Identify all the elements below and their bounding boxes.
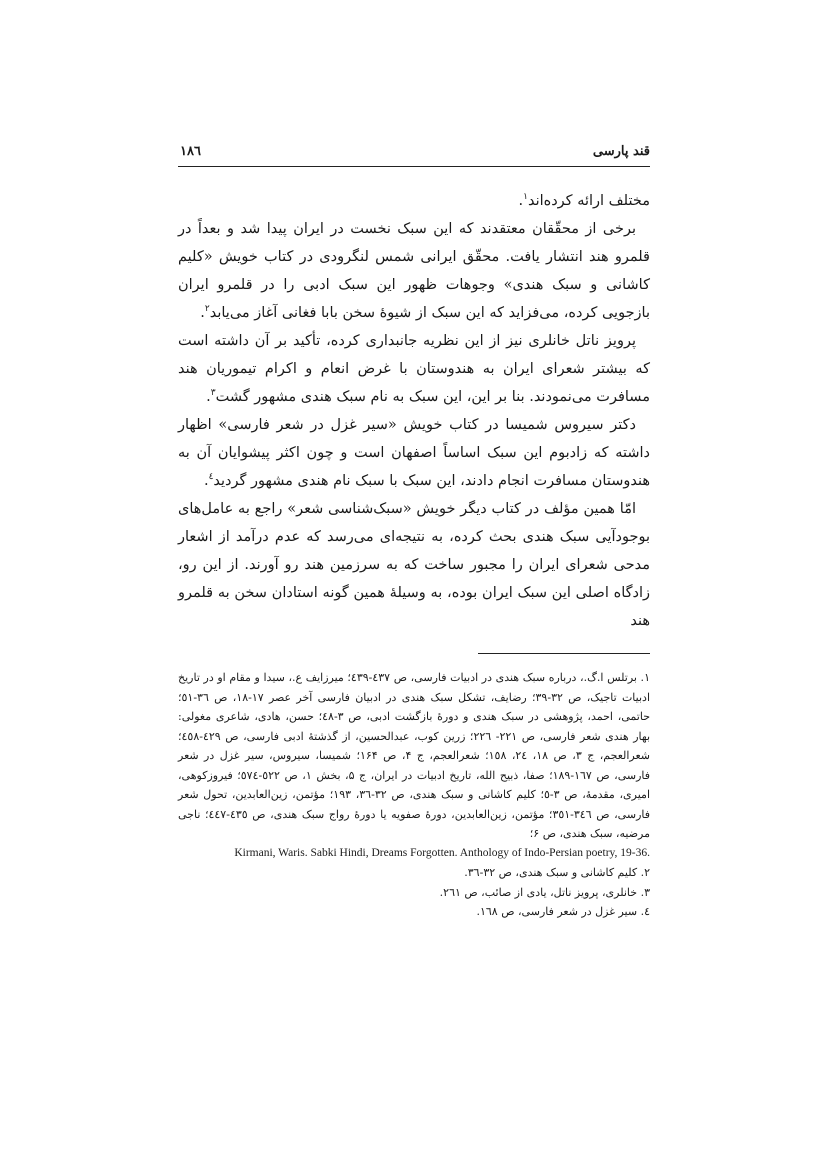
running-title: قند پارسی [592, 144, 650, 159]
footnote-ref: ٤ [208, 472, 214, 483]
footnotes [178, 668, 650, 922]
paragraph-text: برخی از محقّقان معتقدند که این سبک نخست در ایران پیدا شد و بعداً در قلمرو هند انتشار یافت. محقّق ایرانی شمس لنگرودی در کتاب خویش «کلیم کاشانی و سبک هندی» وجوهات ظهور این سبک ادبی را در قلمرو ایران بازجویی کرده، می‌فزاید که این سبک از شیوهٔ سخن بابا فغانی آغاز می‌یابد [178, 221, 650, 321]
footnote-1: ١. برتلس ا.گ.، درباره سبک هندی در ادبیات فارسی، ص ٤٣٧-٤٣٩؛ میرزایف ع.، سیدا و مقام او در تاریخ ادبیات تاجیک، ص ٣٢-٣٩؛ رضایف، تشکل سبک هندی در ادبیان فارسی آخر عصر ١٧-١٨، ص ٣٦-٥١؛ حاتمی، احمد، پژوهشی در سبک هندی و دورهٔ بازگشت ادبی، ص ٣-٤٨؛ حسن، هادی، شاعری مغولی: بهار هندی شعر فارسی، ص ٢٢١- ٢٢٦؛ زرین کوب، عبدالحسین، از گذشتهٔ ادبی فارسی، ص ٤٢٩-٤٥٨؛ شعرالعجم، ج ٣، ص ١٨، ٢٤، ١٥٨؛ شعرالعجم، ج ۴، ص ١۶۴؛ شمیسا، سیروس، سیر غزل در شعر فارسی، ص ١٦٧-١٨٩؛ صفا، ذبیح الله، تاریخ ادبیات در ایران، ج ۵، بخش ١، ص ٥٢٢-٥٧٤؛ فیروزکوهی، امیری، مقدمهٔ، ص ٣-٥؛ کلیم کاشانی و سبک هندی، ص ٣٢-٣٦، ١٩٣؛ مؤتمن، زین‌العابدین، تحول شعر فارسی، ص ٣٤٦-٣٥١؛ مؤتمن، زین‌العابدین، دورهٔ صفویه یا دورهٔ رواج سبک هندی، ص ٤٣٥-٤٤٧؛ ناجی مرضیه، سبک هندی، ص ۶؛ [178, 671, 651, 840]
paragraph-4: دکتر سیروس شمیسا در کتاب خویش «سیر غزل در شعر فارسی» اظهار داشته که زادبوم این سبک اساساً اصفهان است و چون اکثر پیشوایان آن به هندوستان مسافرت انجام دادند، این سبک با سبک نام هندی مشهور گردید$^٤$. [178, 417, 650, 489]
footnote-ref: ٢ [204, 304, 210, 315]
paragraph-text: دکتر سیروس شمیسا در کتاب خویش «سیر غزل در شعر فارسی» اظهار داشته که زادبوم این سبک اساساً اصفهان است و چون اکثر پیشوایان آن به هندوستان مسافرت انجام دادند، این سبک با سبک نام هندی مشهور گردید [178, 417, 650, 489]
footnote-3: ٣. خانلری، پرویز ناتل، یادی از صائب، ص ٢٦١. [439, 885, 650, 899]
paragraph-1: مختلف ارائه کرده‌اند$^١$. [518, 192, 650, 209]
footnote-ref: ٣ [210, 388, 216, 399]
page-number: ١٨٦ [180, 144, 201, 159]
footnote-separator [478, 653, 650, 654]
footnote-4: ٤. سیر غزل در شعر فارسی، ص ١٦٨. [476, 905, 650, 918]
paragraph-5 [178, 495, 650, 635]
body-text [178, 187, 650, 635]
footnote-ref: ١ [523, 192, 528, 203]
footnote-2: ٢. کلیم کاشانی و سبک هندی، ص ٣٢-٣٦. [464, 866, 650, 879]
page [178, 140, 650, 922]
paragraph-text: پرویز ناتل خانلری نیز از این نظریه جانبداری کرده، تأکید بر آن داشته است که بیشتر شعرای ایران به هندوستان با غرض انعام و اکرام تیموریان هند مسافرت می‌نمودند. بنا بر این، این سبک به نام سبک هندی مشهور گشت [178, 333, 650, 405]
paragraph-text: مختلف ارائه کرده‌اند [527, 193, 650, 209]
footnote-1-latin: Kirmani, Waris. Sabki Hindi, Dreams Forgotten. Anthology of Indo-Persian poetry, 19-36. [234, 846, 650, 859]
paragraph-text: امّا همین مؤلف در کتاب دیگر خویش «سبک‌شناسی شعر» راجع به عامل‌های بوجودآیی سبک هندی بحث کرده، به نتیجه‌ای می‌رسد که عدم درآمد از اشعار مدحی شعرای ایران را مجبور ساخت که به سرزمین هند رو آورند. از این رو، زادگاه اصلی این سبک ایران بوده، به وسیلهٔ همین گونه استادان سخن به قلمرو هند [178, 501, 650, 629]
page-header [178, 140, 650, 167]
paragraph-2: برخی از محقّقان معتقدند که این سبک نخست در ایران پیدا شد و بعداً در قلمرو هند انتشار یافت. محقّق ایرانی شمس لنگرودی در کتاب خویش «کلیم کاشانی و سبک هندی» وجوهات ظهور این سبک ادبی را در قلمرو ایران بازجویی کرده، می‌فزاید که این سبک از شیوهٔ سخن بابا فغانی آغاز می‌یابد$^٢$. [178, 221, 650, 321]
paragraph-3: پرویز ناتل خانلری نیز از این نظریه جانبداری کرده، تأکید بر آن داشته است که بیشتر شعرای ایران به هندوستان با غرض انعام و اکرام تیموریان هند مسافرت می‌نمودند. بنا بر این، این سبک به نام سبک هندی مشهور گشت$^٣$. [178, 333, 650, 405]
